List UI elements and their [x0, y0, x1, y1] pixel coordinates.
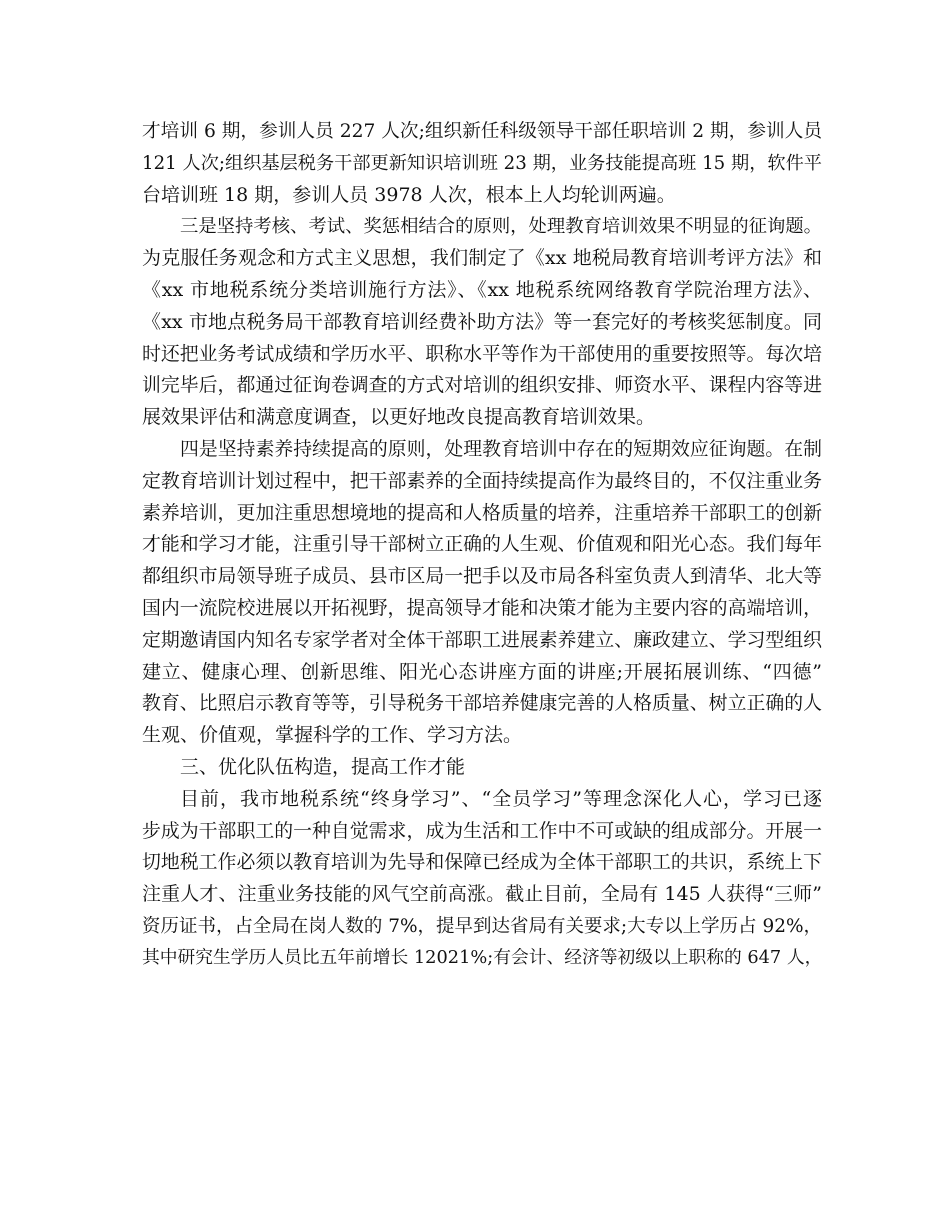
text-line: 三是坚持考核、考试、奖惩相结合的原则，处理教育培训效果不明显的征询题。	[180, 216, 822, 238]
text-line: 四是坚持素养持续提高的原则，处理教育培训中存在的短期效应征询题。在制	[180, 437, 822, 460]
text-line: 为克服任务观念和方式主义思想，我们制定了《xx 地税局教育培训考评方法》和	[142, 247, 822, 270]
text-line: 才培训 6 期，参训人员 227 人次;组织新任科级领导干部任职培训 2 期，参训人员	[142, 121, 822, 142]
text-line: 生观、价值观，掌握科学的工作、学习方法。	[142, 724, 523, 747]
text-line: 定教育培训计划过程中，把干部素养的全面持续提高作为最终目的，不仅注重业务	[142, 469, 822, 492]
text-line: 《xx 市地税系统分类培训施行方法》、《xx 地税系统网络教育学院治理方法》、	[142, 278, 822, 301]
text-line: 注重人才、注重业务技能的风气空前高涨。截止目前，全局有 145 人获得“三师”	[142, 883, 822, 906]
text-line: 其中研究生学历人员比五年前增长 12021%;有会计、经济等初级以上职称的 647 人，	[142, 947, 823, 968]
text-line: 展效果评估和满意度调查，以更好地改良提高教育培训效果。	[142, 406, 656, 429]
text-line: 定期邀请国内知名专家学者对全体干部职工进展素养建立、廉政建立、学习型组织	[142, 628, 822, 651]
text-line: 目前，我市地税系统“终身学习”、“全员学习”等理念深化人心，学习已逐	[180, 787, 822, 810]
text-line: 台培训班 18 期，参训人员 3978 人次，根本上人均轮训两遍。	[142, 183, 676, 206]
text-line: 《xx 市地点税务局干部教育培训经费补助方法》等一套完好的考核奖惩制度。同	[142, 310, 822, 333]
text-line: 时还把业务考试成绩和学历水平、职称水平等作为干部使用的重要按照等。每次培	[142, 342, 822, 365]
text-line: 素养培训，更加注重思想境地的提高和人格质量的培养，注重培养干部职工的创新	[142, 501, 822, 524]
text-line: 切地税工作必须以教育培训为先导和保障已经成为全体干部职工的共识，系统上下	[142, 851, 822, 874]
text-line: 步成为干部职工的一种自觉需求，成为生活和工作中不可或缺的组成部分。开展一	[142, 819, 822, 842]
text-line: 教育、比照启示教育等等，引导税务干部培养健康完善的人格质量、树立正确的人	[142, 692, 822, 715]
text-line: 训完毕后，都通过征询卷调查的方式对培训的组织安排、师资水平、课程内容等进	[142, 374, 822, 397]
text-line: 才能和学习才能，注重引导干部树立正确的人生观、价值观和阳光心态。我们每年	[142, 533, 822, 556]
text-line: 建立、健康心理、创新思维、阳光心态讲座方面的讲座;开展拓展训练、“四德”	[142, 660, 822, 683]
text-line: 资历证书，占全局在岗人数的 7%，提早到达省局有关要求;大专以上学历占 92%，	[142, 915, 822, 937]
document-body	[142, 116, 822, 975]
section-heading: 三、优化队伍构造，提高工作才能	[180, 755, 466, 778]
text-line: 都组织市局领导班子成员、县市区局一把手以及市局各科室负责人到清华、北大等	[142, 565, 822, 588]
text-line: 121 人次;组织基层税务干部更新知识培训班 23 期，业务技能提高班 15 期，软件平	[142, 152, 822, 174]
text-line: 国内一流院校进展以开拓视野，提高领导才能和决策才能为主要内容的高端培训，	[142, 596, 822, 619]
